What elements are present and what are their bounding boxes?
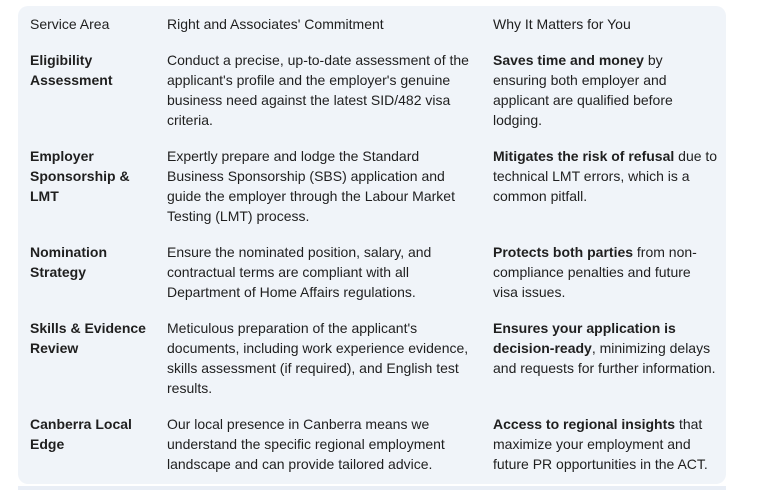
table-row bbox=[18, 38, 726, 130]
why-highlight: Protects both parties bbox=[493, 244, 634, 260]
table-row bbox=[18, 130, 726, 226]
why-text: , minimizing delays and requests for further information. bbox=[493, 340, 716, 376]
service-area-cell: Canberra Local Edge bbox=[30, 416, 132, 452]
service-area-cell: Skills & Evidence Review bbox=[30, 320, 146, 356]
header-commitment: Right and Associates' Commitment bbox=[167, 16, 384, 32]
why-text: due to technical LMT errors, which is a common pitfall. bbox=[493, 148, 718, 204]
commitment-cell: Meticulous preparation of the applicant's documents, including work experience evidence, skills assessment (if required), and English test results. bbox=[167, 320, 469, 396]
why-cell bbox=[481, 130, 726, 226]
table-row bbox=[18, 226, 726, 302]
commitment-cell: Expertly prepare and lodge the Standard Business Sponsorship (SBS) application and guide the employer through the Labour Market Testing (LMT) process. bbox=[167, 148, 455, 224]
why-highlight: Saves time and money bbox=[493, 52, 644, 68]
why-text: by ensuring both employer and applicant are qualified before lodging. bbox=[493, 52, 673, 128]
commitment-cell: Ensure the nominated position, salary, and contractual terms are compliant with all Department of Home Affairs regulations. bbox=[167, 244, 432, 300]
table-header-row bbox=[18, 6, 726, 38]
service-area-cell: Nomination Strategy bbox=[30, 244, 107, 280]
table-row bbox=[18, 398, 726, 474]
service-area-cell: Eligibility Assessment bbox=[30, 52, 113, 88]
header-service-area: Service Area bbox=[30, 16, 110, 32]
why-highlight: Mitigates the risk of refusal bbox=[493, 148, 675, 164]
why-text: from non-compliance penalties and future visa issues. bbox=[493, 244, 697, 300]
services-table bbox=[18, 6, 726, 474]
commitment-cell: Our local presence in Canberra means we understand the specific regional employment landscape and can provide tailored advice. bbox=[167, 416, 445, 472]
table-row bbox=[18, 302, 726, 398]
service-area-cell: Employer Sponsorship & LMT bbox=[30, 148, 130, 204]
why-cell bbox=[481, 398, 726, 474]
why-cell bbox=[481, 226, 726, 302]
why-highlight: Ensures your application is decision-ready bbox=[493, 320, 676, 356]
why-text: that maximize your employment and future PR opportunities in the ACT. bbox=[493, 416, 708, 472]
why-cell bbox=[481, 38, 726, 130]
header-why-it-matters: Why It Matters for You bbox=[493, 16, 631, 32]
next-element-edge bbox=[18, 486, 726, 490]
why-cell bbox=[481, 302, 726, 398]
why-highlight: Access to regional insights bbox=[493, 416, 676, 432]
commitment-cell: Conduct a precise, up-to-date assessment of the applicant's profile and the employer's genuine business need against the latest SID/482 visa criteria. bbox=[167, 52, 469, 128]
